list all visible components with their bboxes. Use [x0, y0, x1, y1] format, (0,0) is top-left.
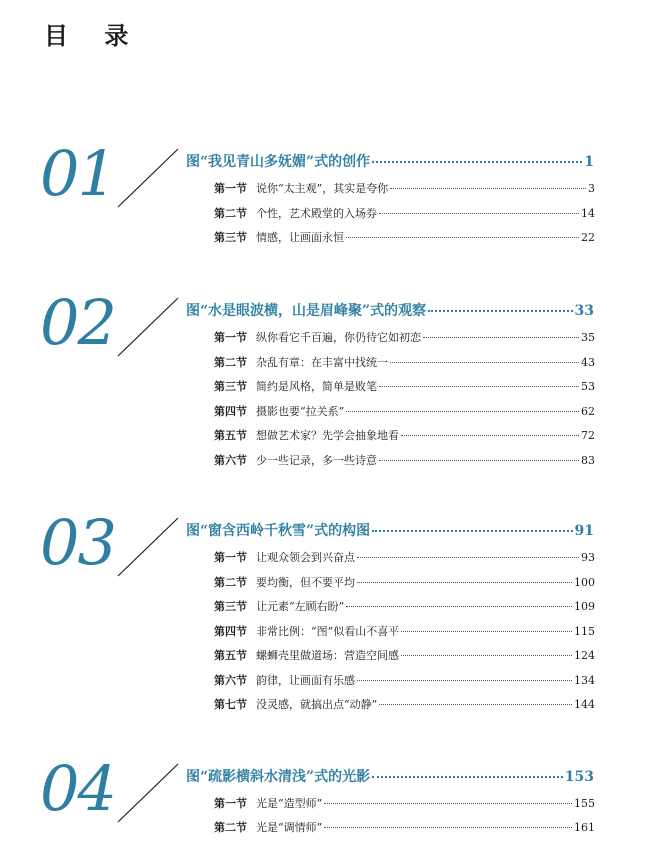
section-title: 杂乱有章：在丰富中找统一 [256, 356, 388, 369]
section-title: 情感，让画面永恒 [256, 231, 344, 244]
section-entry[interactable] [214, 378, 595, 394]
chapter-heading-link[interactable] [186, 300, 594, 320]
section-title: 螺蛳壳里做道场：营造空间感 [256, 649, 399, 662]
chapter-number: 02 [40, 286, 115, 359]
section-entry[interactable] [214, 549, 595, 565]
chapter-slash-divider [116, 762, 180, 824]
section-page-number: 115 [574, 625, 595, 638]
chapter-page-number: 91 [574, 523, 594, 539]
dot-leader [346, 606, 572, 607]
chapter-page-number: 153 [564, 769, 594, 785]
section-label: 第四节 [214, 625, 247, 638]
section-page-number: 109 [574, 600, 595, 613]
section-label: 第五节 [214, 649, 247, 662]
chapter-title: 图“我见青山多妩媚”式的创作 [186, 154, 371, 170]
dot-leader [324, 803, 572, 804]
section-page-number: 83 [581, 454, 595, 467]
section-page-number: 144 [574, 698, 595, 711]
section-title: 让观众领会到兴奋点 [256, 551, 355, 564]
section-title: 非常比例：“图”似看山不喜平 [256, 625, 400, 638]
section-title: 韵律，让画面有乐感 [256, 674, 355, 687]
chapter-number: 01 [40, 137, 115, 210]
chapter-slash-divider [116, 147, 180, 209]
section-label: 第三节 [214, 231, 247, 244]
chapter-number: 03 [40, 506, 115, 579]
chapter-heading-link[interactable] [186, 151, 594, 171]
chapter-title: 图“窗含西岭千秋雪”式的构图 [186, 523, 371, 539]
section-label: 第六节 [214, 674, 247, 687]
section-title: 个性，艺术殿堂的入场券 [256, 207, 377, 220]
section-page-number: 134 [574, 674, 595, 687]
chapter-title: 图“疏影横斜水清浅”式的光影 [186, 769, 371, 785]
chapter-slash-divider [116, 516, 180, 578]
section-page-number: 62 [581, 405, 595, 418]
dot-leader [401, 655, 572, 656]
section-entry[interactable] [214, 427, 595, 443]
section-entry[interactable] [214, 180, 595, 196]
section-entry[interactable] [214, 403, 595, 419]
section-entry[interactable] [214, 205, 595, 221]
section-entry[interactable] [214, 452, 595, 468]
section-entry[interactable] [214, 229, 595, 245]
section-entry[interactable] [214, 623, 595, 639]
section-entry[interactable] [214, 329, 595, 345]
section-title: 摄影也要“拉关系” [256, 405, 345, 418]
dot-leader [390, 188, 586, 189]
section-entry[interactable] [214, 647, 595, 663]
dot-leader [423, 337, 579, 338]
dot-leader [379, 213, 579, 214]
section-title: 简约是风格，简单是败笔 [256, 380, 377, 393]
page-title: 目 录 [44, 22, 143, 50]
dot-leader [324, 827, 572, 828]
section-page-number: 43 [581, 356, 595, 369]
chapter-heading-link[interactable] [186, 520, 594, 540]
dot-leader [372, 161, 582, 163]
dot-leader [401, 631, 572, 632]
section-page-number: 93 [581, 551, 595, 564]
chapter-page-number: 1 [584, 154, 594, 170]
dot-leader [372, 776, 563, 778]
section-label: 第二节 [214, 207, 247, 220]
section-page-number: 124 [574, 649, 595, 662]
section-page-number: 22 [581, 231, 595, 244]
section-page-number: 14 [581, 207, 595, 220]
section-label: 第七节 [214, 698, 247, 711]
section-page-number: 100 [574, 576, 595, 589]
section-page-number: 3 [588, 182, 595, 195]
section-page-number: 72 [581, 429, 595, 442]
section-label: 第三节 [214, 600, 247, 613]
chapter-slash-divider [116, 296, 180, 358]
chapter-number: 04 [40, 752, 115, 825]
section-title: 要均衡，但不要平均 [256, 576, 355, 589]
section-label: 第一节 [214, 331, 247, 344]
section-page-number: 35 [581, 331, 595, 344]
section-entry[interactable] [214, 598, 595, 614]
section-label: 第五节 [214, 429, 247, 442]
dot-leader [390, 362, 579, 363]
dot-leader [357, 557, 579, 558]
section-title: 想做艺术家？先学会抽象地看 [256, 429, 399, 442]
section-label: 第二节 [214, 821, 247, 834]
dot-leader [401, 435, 579, 436]
section-entry[interactable] [214, 795, 595, 811]
dot-leader [372, 530, 572, 532]
section-title: 说你“太主观”，其实是夸你 [256, 182, 389, 195]
section-label: 第一节 [214, 182, 247, 195]
section-entry[interactable] [214, 819, 595, 835]
section-title: 纵你看它千百遍，你仍待它如初恋 [256, 331, 421, 344]
chapter-page-number: 33 [574, 303, 594, 319]
dot-leader [346, 411, 579, 412]
section-page-number: 161 [574, 821, 595, 834]
dot-leader [346, 237, 579, 238]
chapter-title: 图“水是眼波横，山是眉峰聚”式的观察 [186, 303, 427, 319]
section-label: 第一节 [214, 551, 247, 564]
section-entry[interactable] [214, 672, 595, 688]
section-title: 少一些记录，多一些诗意 [256, 454, 377, 467]
section-entry[interactable] [214, 696, 595, 712]
dot-leader [379, 386, 579, 387]
section-page-number: 155 [574, 797, 595, 810]
dot-leader [379, 460, 579, 461]
dot-leader [428, 310, 572, 312]
dot-leader [379, 704, 572, 705]
section-entry[interactable] [214, 574, 595, 590]
section-title: 光是“造型师” [256, 797, 323, 810]
section-label: 第二节 [214, 356, 247, 369]
section-page-number: 53 [581, 380, 595, 393]
section-title: 光是“调情师” [256, 821, 323, 834]
section-entry[interactable] [214, 354, 595, 370]
section-label: 第四节 [214, 405, 247, 418]
chapter-heading-link[interactable] [186, 766, 594, 786]
section-label: 第一节 [214, 797, 247, 810]
section-label: 第六节 [214, 454, 247, 467]
section-title: 没灵感，就搞出点“动静” [256, 698, 378, 711]
dot-leader [357, 680, 572, 681]
section-label: 第三节 [214, 380, 247, 393]
section-label: 第二节 [214, 576, 247, 589]
dot-leader [357, 582, 572, 583]
section-title: 让元素“左顾右盼” [256, 600, 345, 613]
